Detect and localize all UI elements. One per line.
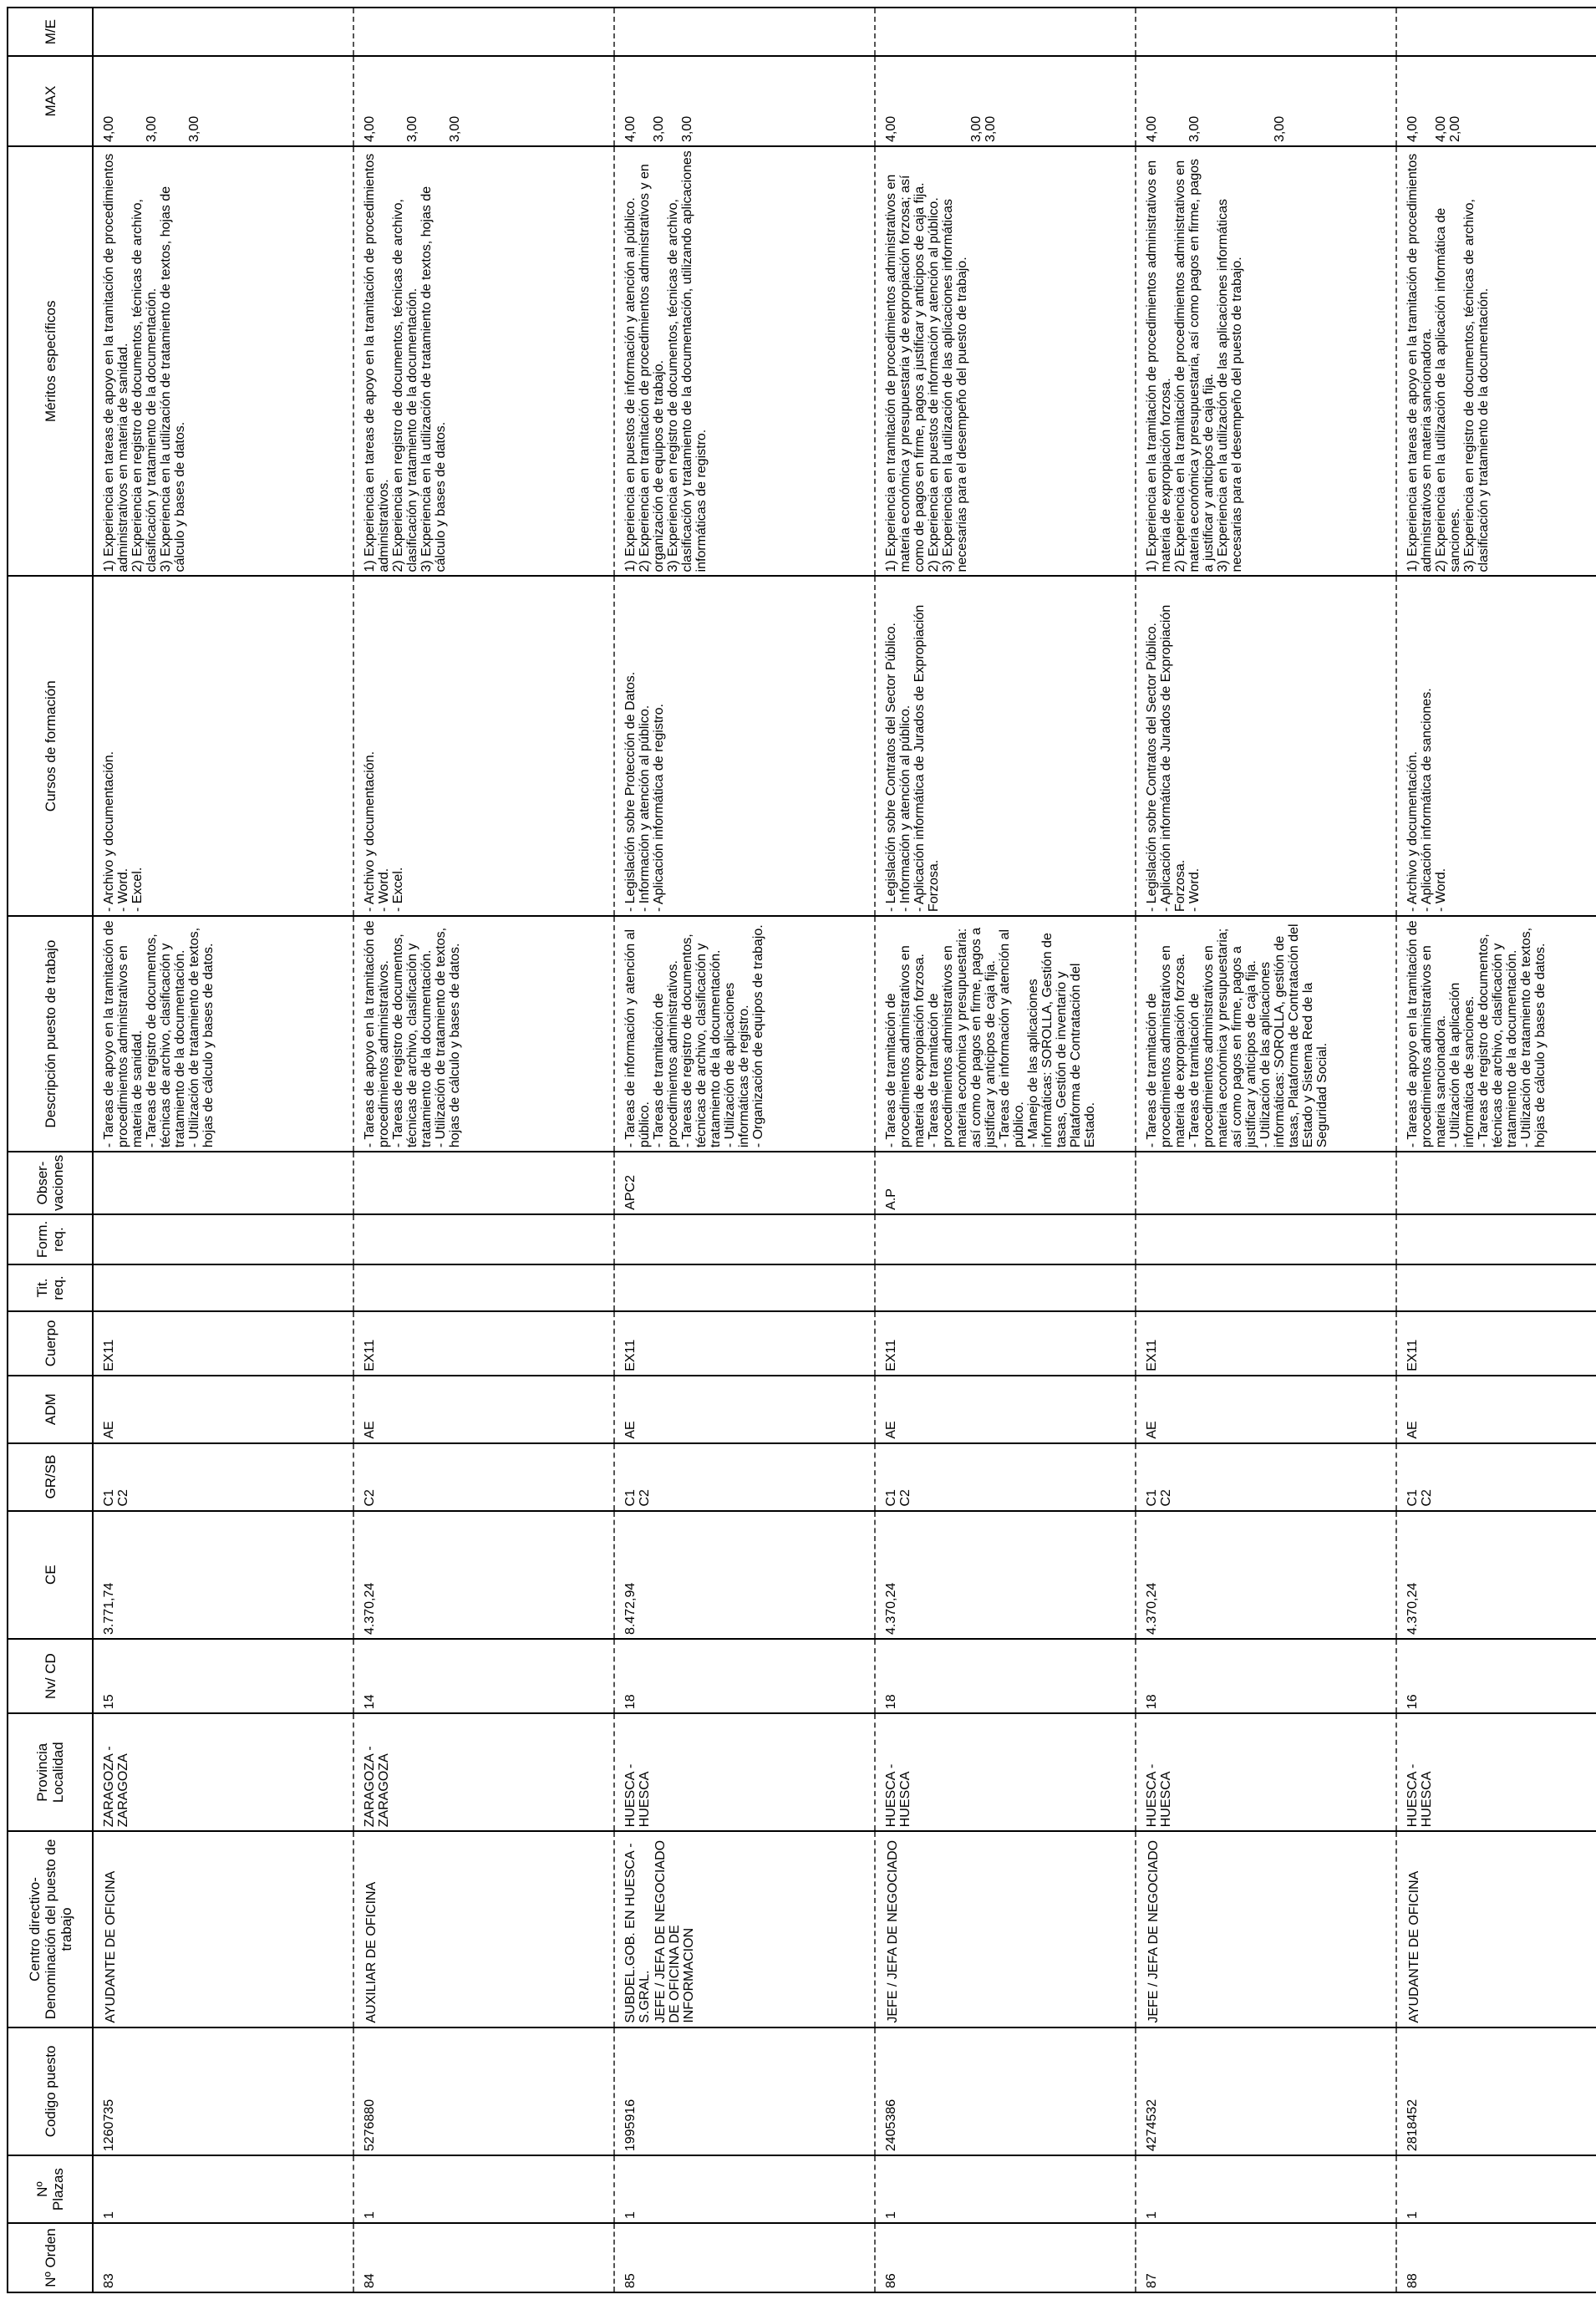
table-row xyxy=(93,8,353,2292)
cell-ce: 4.370,24 xyxy=(353,1511,614,1640)
cell-orden: 83 xyxy=(93,2223,353,2292)
cell-observaciones xyxy=(353,1152,614,1214)
cell-titulacion xyxy=(1396,1264,1596,1311)
header-formacion: Form. req. xyxy=(8,1214,93,1264)
cell-grupo: C1 C2 xyxy=(1136,1443,1396,1511)
cell-centro xyxy=(614,1831,875,2027)
cell-titulacion xyxy=(93,1264,353,1311)
header-provincia: Provincia Localidad xyxy=(8,1713,93,1831)
cell-grupo: C1 C2 xyxy=(93,1443,353,1511)
cell-orden: 87 xyxy=(1136,2223,1396,2292)
cell-provincia: HUESCA - HUESCA xyxy=(875,1713,1136,1831)
cell-codigo: 1260735 xyxy=(93,2027,353,2156)
cell-adm: AE xyxy=(614,1376,875,1443)
cell-formacion xyxy=(614,1214,875,1264)
header-titulacion: Tit. req. xyxy=(8,1264,93,1311)
cell-grupo: C1 C2 xyxy=(614,1443,875,1511)
cell-me xyxy=(1396,8,1596,56)
cell-cuerpo: EX11 xyxy=(875,1311,1136,1376)
cell-max xyxy=(1396,56,1596,146)
cell-adm: AE xyxy=(1396,1376,1596,1443)
cell-descripcion: - Tareas de información y atención al público. - Tareas de tramitación de procedimientos administrativos. - Tareas de registro de documentos, técnicas de archivo, clasificación y tratamiento de la documentación. - Utilización de aplicaciones informáticas de registro. - Organización de equipos de trabajo. xyxy=(614,916,875,1152)
cell-centro-subheading: SUBDEL.GOB. EN HUESCA - S.GRAL. xyxy=(623,1843,652,2023)
cell-grupo: C2 xyxy=(353,1443,614,1511)
cell-grupo: C1 C2 xyxy=(1396,1443,1596,1511)
cell-me xyxy=(353,8,614,56)
cell-provincia: HUESCA - HUESCA xyxy=(614,1713,875,1831)
cell-descripcion: - Tareas de apoyo en la tramitación de procedimientos administrativos en materia sancionadora. - Utilización de la aplicación informática de sanciones. - Tareas de registro de documentos, técnicas de archivo, clasificación y tratamiento de la documentación. - Utilización de tratamiento de textos, hojas de cálculo y bases de datos. xyxy=(1396,916,1596,1152)
cell-centro xyxy=(1396,1831,1596,2027)
cell-provincia: HUESCA - HUESCA xyxy=(1136,1713,1396,1831)
header-cursos: Cursos de formación xyxy=(8,576,93,916)
cell-max xyxy=(353,56,614,146)
max-value: 3,00 xyxy=(1273,115,1287,143)
cell-plazas: 1 xyxy=(875,2155,1136,2223)
max-value: 4,00 xyxy=(102,115,116,143)
max-value: 4,00 xyxy=(623,115,638,143)
max-value: 3,00 xyxy=(448,115,462,143)
cell-centro-denominacion: JEFE / JEFA DE NEGOCIADO xyxy=(1146,1839,1161,2023)
cell-formacion xyxy=(93,1214,353,1264)
header-observaciones: Obser- vaciones xyxy=(8,1152,93,1214)
cell-nivel: 14 xyxy=(353,1639,614,1713)
cell-meritos: 1) Experiencia en tareas de apoyo en la tramitación de procedimientos administrativos. 2) Experiencia en registro de documentos, técnicas de archivo, clasificación y tratamiento de la documentación. 3) Experiencia en la utilización de tratamiento de textos, hojas de cálculo y bases de datos. xyxy=(353,146,614,576)
cell-orden: 85 xyxy=(614,2223,875,2292)
header-orden: Nº Orden xyxy=(8,2223,93,2292)
cell-cursos: - Archivo y documentación. - Aplicación informática de sanciones. - Word. xyxy=(1396,576,1596,916)
cell-titulacion xyxy=(614,1264,875,1311)
job-positions-table xyxy=(7,7,1596,2293)
table-row xyxy=(614,8,875,2292)
cell-cuerpo: EX11 xyxy=(1396,1311,1596,1376)
max-value: 2,00 xyxy=(1448,115,1462,143)
cell-nivel: 18 xyxy=(1136,1639,1396,1713)
cell-max xyxy=(614,56,875,146)
cell-plazas: 1 xyxy=(614,2155,875,2223)
cell-me xyxy=(614,8,875,56)
max-value: 4,00 xyxy=(1405,115,1420,143)
cell-centro-denominacion: AUXILIAR DE OFICINA xyxy=(364,1881,379,2023)
cell-plazas: 1 xyxy=(353,2155,614,2223)
cell-ce: 8.472,94 xyxy=(614,1511,875,1640)
cell-cuerpo: EX11 xyxy=(93,1311,353,1376)
cell-provincia: HUESCA - HUESCA xyxy=(1396,1713,1596,1831)
max-value: 3,00 xyxy=(984,115,998,143)
cell-cursos: - Archivo y documentación. - Word. - Excel. xyxy=(353,576,614,916)
cell-centro xyxy=(353,1831,614,2027)
cell-titulacion xyxy=(353,1264,614,1311)
cell-centro-denominacion: AYUDANTE DE OFICINA xyxy=(104,1870,118,2023)
cell-centro-denominacion: JEFE / JEFA DE NEGOCIADO DE OFICINA DE INFORMACION xyxy=(653,1839,696,2023)
cell-me xyxy=(1136,8,1396,56)
cell-meritos: 1) Experiencia en tareas de apoyo en la tramitación de procedimientos administrativos en materia de sanidad. 2) Experiencia en registro de documentos, técnicas de archivo, clasificación y tratamiento de la documentación. 3) Experiencia en la utilización de tratamiento de textos, hojas de cálculo y bases de datos. xyxy=(93,146,353,576)
cell-observaciones xyxy=(1396,1152,1596,1214)
cell-orden: 88 xyxy=(1396,2223,1596,2292)
cell-descripcion: - Tareas de apoyo en la tramitación de procedimientos administrativos en materia de sanidad. - Tareas de registro de documentos, técnicas de archivo, clasificación y tratamiento de la documentación. - Utilización de tratamiento de textos, hojas de cálculo y bases de datos. xyxy=(93,916,353,1152)
cell-titulacion xyxy=(1136,1264,1396,1311)
cell-codigo: 2405386 xyxy=(875,2027,1136,2156)
cell-centro xyxy=(93,1831,353,2027)
cell-meritos: 1) Experiencia en la tramitación de procedimientos administrativos en materia de expropiación forzosa. 2) Experiencia en la tramitación de procedimientos administrativos en materia económica y presupuestaria, así como pagos en firme, pagos a justificar y anticipos de caja fija. 3) Experiencia en la utilización de las aplicaciones informáticas necesarias para el desempeño del puesto de trabajo. xyxy=(1136,146,1396,576)
max-value: 3,00 xyxy=(1187,115,1202,143)
cell-adm: AE xyxy=(353,1376,614,1443)
max-value: 3,00 xyxy=(405,115,419,143)
cell-codigo: 2818452 xyxy=(1396,2027,1596,2156)
max-value: 4,00 xyxy=(1434,115,1448,143)
cell-centro-denominacion: AYUDANTE DE OFICINA xyxy=(1407,1870,1421,2023)
cell-provincia: ZARAGOZA - ZARAGOZA xyxy=(353,1713,614,1831)
cell-formacion xyxy=(353,1214,614,1264)
max-value: 3,00 xyxy=(680,115,694,143)
cell-plazas: 1 xyxy=(1396,2155,1596,2223)
cell-orden: 86 xyxy=(875,2223,1136,2292)
max-value: 4,00 xyxy=(363,115,377,143)
max-value: 3,00 xyxy=(145,115,159,143)
cell-orden: 84 xyxy=(353,2223,614,2292)
header-ce: CE xyxy=(8,1511,93,1640)
header-max: MAX xyxy=(8,56,93,146)
header-meritos: Méritos específicos xyxy=(8,146,93,576)
header-row xyxy=(8,8,93,2292)
cell-max xyxy=(875,56,1136,146)
cell-centro xyxy=(875,1831,1136,2027)
cell-observaciones xyxy=(93,1152,353,1214)
header-me: M/E xyxy=(8,8,93,56)
cell-max xyxy=(93,56,353,146)
cell-meritos: 1) Experiencia en puestos de información y atención al público. 2) Experiencia en tramitación de procedimientos administrativos y en organización de equipos de trabajo. 3) Experiencia en registro de documentos, técnicas de archivo, clasificación y tratamiento de la documentación, utilizando aplicaciones informáticas de registro. xyxy=(614,146,875,576)
cell-codigo: 1995916 xyxy=(614,2027,875,2156)
cell-me xyxy=(93,8,353,56)
cell-cuerpo: EX11 xyxy=(1136,1311,1396,1376)
header-codigo: Codigo puesto xyxy=(8,2027,93,2156)
cell-adm: AE xyxy=(1136,1376,1396,1443)
cell-cuerpo: EX11 xyxy=(353,1311,614,1376)
header-nivel: Nv/ CD xyxy=(8,1639,93,1713)
header-cuerpo: Cuerpo xyxy=(8,1311,93,1376)
table-row xyxy=(875,8,1136,2292)
cell-codigo: 5276880 xyxy=(353,2027,614,2156)
cell-plazas: 1 xyxy=(93,2155,353,2223)
cell-nivel: 18 xyxy=(875,1639,1136,1713)
cell-cursos: - Legislación sobre Contratos del Sector Público. - Información y atención al público. - Aplicación informática de Jurados de Expropiación Forzosa. xyxy=(875,576,1136,916)
cell-descripcion: - Tareas de apoyo en la tramitación de procedimientos administrativos. - Tareas de registro de documentos, técnicas de archivo, clasificación y tratamiento de la documentación. - Utilización de tratamiento de textos, hojas de cálculo y bases de datos. xyxy=(353,916,614,1152)
cell-centro-denominacion: JEFE / JEFA DE NEGOCIADO xyxy=(886,1839,900,2023)
cell-formacion xyxy=(875,1214,1136,1264)
max-value: 4,00 xyxy=(884,115,898,143)
cell-plazas: 1 xyxy=(1136,2155,1396,2223)
cell-nivel: 15 xyxy=(93,1639,353,1713)
cell-titulacion xyxy=(875,1264,1136,1311)
table-row xyxy=(1136,8,1396,2292)
cell-grupo: C1 C2 xyxy=(875,1443,1136,1511)
cell-ce: 4.370,24 xyxy=(1396,1511,1596,1640)
max-value: 3,00 xyxy=(969,115,984,143)
header-plazas: Nº Plazas xyxy=(8,2155,93,2223)
cell-descripcion: - Tareas de tramitación de procedimientos administrativos en materia de expropiación forzosa. - Tareas de tramitación de procedimientos administrativos en materia económica y presupuestaria; así como pagos en firme, pagos a justificar y anticipos de caja fija. - Utilización de las aplicaciones informáticas: SOROLLA, gestión de tasas, Plataforma de Contratación del Estado y Sistema Red de la Seguridad Social. xyxy=(1136,916,1396,1152)
header-descripcion: Descripción puesto de trabajo xyxy=(8,916,93,1152)
cell-cuerpo: EX11 xyxy=(614,1311,875,1376)
cell-adm: AE xyxy=(875,1376,1136,1443)
cell-cursos: - Legislación sobre Protección de Datos. - Información y atención al público. - Aplicación informática de registro. xyxy=(614,576,875,916)
cell-ce: 3.771,74 xyxy=(93,1511,353,1640)
cell-ce: 4.370,24 xyxy=(875,1511,1136,1640)
header-adm: ADM xyxy=(8,1376,93,1443)
cell-me xyxy=(875,8,1136,56)
cell-meritos: 1) Experiencia en tramitación de procedimientos administrativos en materia económica y presupuestaria y de expropiación forzosa; así como de pagos en firme, pagos a justificar y anticipos de caja fija. 2) Experiencia en puestos de información y atención al público. 3) Experiencia en la utilización de las aplicaciones informáticas necesarias para el desempeño del puesto de trabajo. xyxy=(875,146,1136,576)
cell-codigo: 4274532 xyxy=(1136,2027,1396,2156)
cell-nivel: 18 xyxy=(614,1639,875,1713)
cell-adm: AE xyxy=(93,1376,353,1443)
table-row xyxy=(1396,8,1596,2292)
cell-descripcion: - Tareas de tramitación de procedimientos administrativos en materia de expropiación forzosa. - Tareas de tramitación de procedimientos administrativos en materia económica y presupuestaria: así como de pagos en firme, pagos a justificar y anticipos de caja fija. - Tareas de información y atención al público. - Manejo de las aplicaciones informáticas: SOROLLA, Gestión de tasas, Gestión de inventario y Plataforma de Contratación del Estado. xyxy=(875,916,1136,1152)
max-value: 3,00 xyxy=(187,115,201,143)
cell-observaciones: A.P xyxy=(875,1152,1136,1214)
cell-cursos: - Legislación sobre Contratos del Sector Público. - Aplicación informática de Jurados de Expropiación Forzosa. - Word. xyxy=(1136,576,1396,916)
header-centro: Centro directivo- Denominación del puesto de trabajo xyxy=(8,1831,93,2027)
cell-max xyxy=(1136,56,1396,146)
cell-formacion xyxy=(1136,1214,1396,1264)
header-grupo: GR/SB xyxy=(8,1443,93,1511)
cell-ce: 4.370,24 xyxy=(1136,1511,1396,1640)
cell-nivel: 16 xyxy=(1396,1639,1596,1713)
cell-cursos: - Archivo y documentación. - Word. - Excel. xyxy=(93,576,353,916)
max-value: 3,00 xyxy=(652,115,666,143)
cell-provincia: ZARAGOZA - ZARAGOZA xyxy=(93,1713,353,1831)
cell-formacion xyxy=(1396,1214,1596,1264)
max-value: 4,00 xyxy=(1145,115,1159,143)
cell-centro xyxy=(1136,1831,1396,2027)
table-row xyxy=(353,8,614,2292)
cell-observaciones: APC2 xyxy=(614,1152,875,1214)
cell-meritos: 1) Experiencia en tareas de apoyo en la tramitación de procedimientos administrativos en materia sancionadora. 2) Experiencia en la utilización de la aplicación informática de sanciones. 3) Experiencia en registro de documentos, técnicas de archivo, clasificación y tratamiento de la documentación. xyxy=(1396,146,1596,576)
cell-observaciones xyxy=(1136,1152,1396,1214)
